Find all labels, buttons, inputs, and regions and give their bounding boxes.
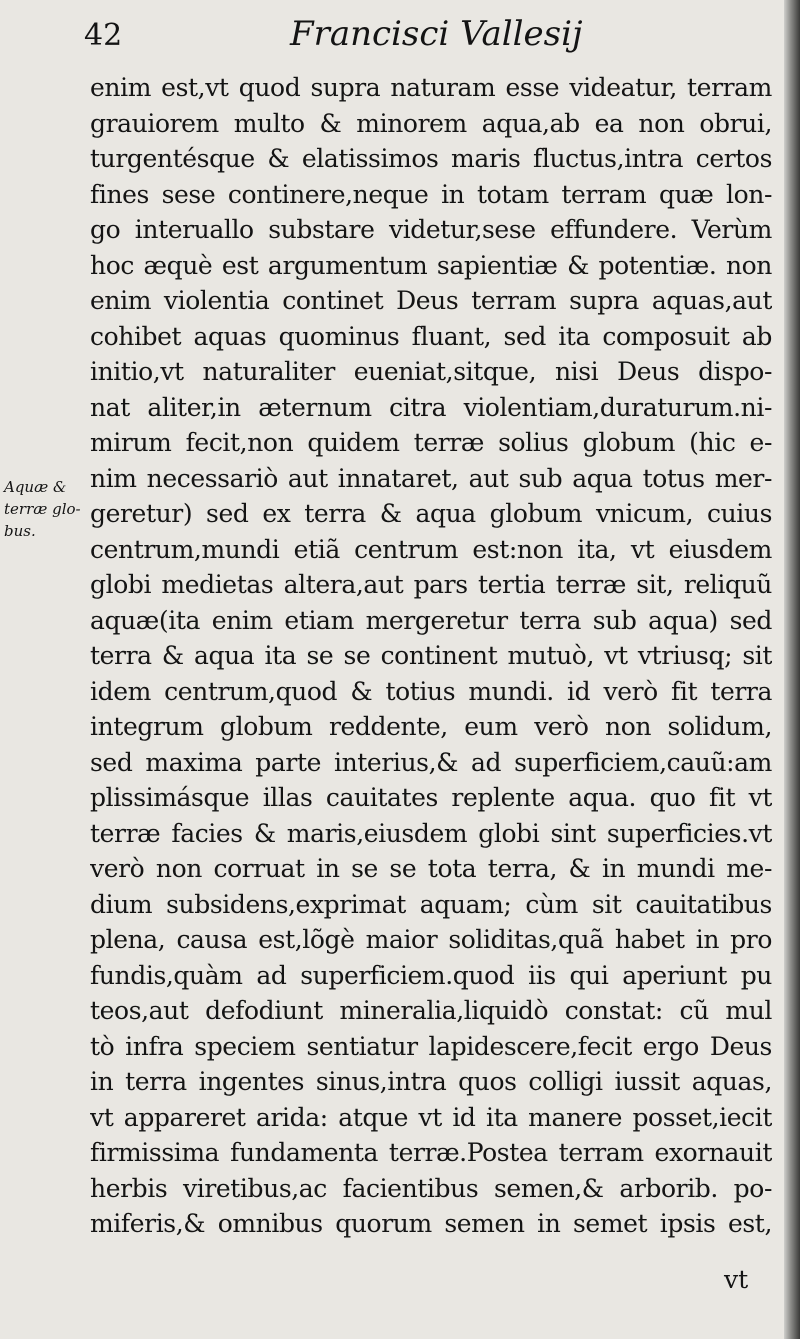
text-line: enim est,vt quod supra naturam esse videatur, terram	[90, 73, 772, 102]
text-line: mirum fecit,non quidem terræ solius globum (hic e-	[90, 428, 772, 457]
marginal-note-line: Aquæ &	[4, 478, 67, 496]
catchword: vt	[724, 1265, 749, 1294]
text-line: miferis,& omnibus quorum semen in semet ipsis est,	[90, 1209, 772, 1238]
text-line: geretur) sed ex terra & aqua globum vnicum, cuius	[90, 499, 772, 528]
text-line: globi medietas altera,aut pars tertia terræ sit, reliquũ	[90, 570, 772, 599]
text-line: aquæ(ita enim etiam mergeretur terra sub aqua) sed	[90, 605, 772, 635]
text-line: grauiorem multo & minorem aqua,ab ea non obrui,	[90, 108, 772, 138]
text-line: initio,vt naturaliter eueniat,sitque, nisi Deus dispo-	[90, 357, 772, 386]
text-line: firmissima fundamenta terræ.Postea terram exornauit	[90, 1138, 772, 1167]
text-line: integrum globum reddente, eum verò non solidum,	[90, 712, 772, 741]
text-line: centrum,mundi etiã centrum est:non ita, vt eiusdem	[90, 534, 772, 564]
marginal-note-line: terræ glo-	[4, 500, 81, 518]
marginal-note-line: bus.	[4, 522, 36, 540]
text-line: dium subsidens,exprimat aquam; cùm sit cauitatibus	[90, 889, 772, 919]
text-line: hoc æquè est argumentum sapientiæ & potentiæ. non	[90, 250, 772, 280]
text-line: fundis,quàm ad superficiem.quod iis qui aperiunt pu	[90, 960, 772, 990]
text-line: enim violentia continet Deus terram supra aquas,aut	[90, 286, 772, 315]
body-text	[90, 70, 772, 1242]
text-line: cohibet aquas quominus fluant, sed ita composuit ab	[90, 321, 772, 351]
text-line: tò infra speciem sentiatur lapidescere,fecit ergo Deus	[90, 1031, 772, 1061]
text-line: fines sese continere,neque in totam terram quæ lon-	[90, 179, 772, 209]
text-line: nat aliter,in æternum citra violentiam,duraturum.ni-	[90, 392, 772, 422]
text-line: herbis viretibus,ac facientibus semen,& arborib. po-	[90, 1173, 772, 1203]
text-line: vt appareret arida: atque vt id ita manere posset,iecit	[90, 1102, 772, 1132]
text-line: plena, causa est,lõgè maior soliditas,quã habet in pro	[90, 925, 772, 954]
page-edge	[784, 0, 800, 1339]
text-line: teos,aut defodiunt mineralia,liquidò constat: cũ mul	[90, 996, 772, 1025]
marginal-note	[4, 476, 94, 542]
text-line: turgentésque & elatissimos maris fluctus,intra certos	[90, 144, 772, 173]
text-line: terra & aqua ita se se continent mutuò, vt vtriusq; sit	[90, 641, 772, 670]
page-number: 42	[84, 18, 123, 53]
text-line: idem centrum,quod & totius mundi. id verò fit terra	[90, 676, 772, 706]
text-line: plissimásque illas cauitates replente aqua. quo fit vt	[90, 783, 772, 812]
text-line: sed maxima parte interius,& ad superficiem,cauũ:am	[90, 747, 772, 777]
text-line: nim necessariò aut innataret, aut sub aqua totus mer-	[90, 463, 772, 493]
text-line: terræ facies & maris,eiusdem globi sint superficies.vt	[90, 818, 772, 848]
text-line: go interuallo substare videtur,sese effundere. Verùm	[90, 215, 772, 244]
text-line: in terra ingentes sinus,intra quos colligi iussit aquas,	[90, 1067, 772, 1096]
running-head: Francisci Vallesij	[290, 14, 583, 54]
text-line: verò non corruat in se se tota terra, & in mundi me-	[90, 854, 772, 883]
